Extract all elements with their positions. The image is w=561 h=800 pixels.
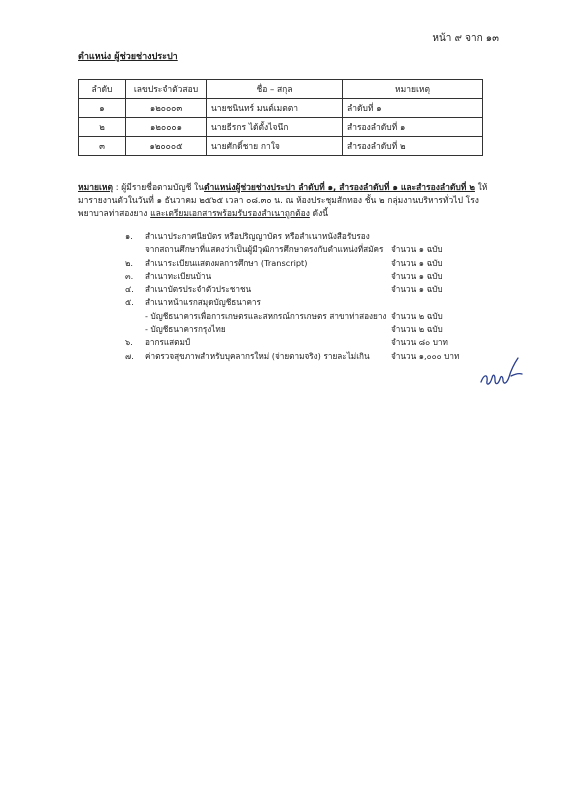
item-number: ๔. bbox=[125, 284, 134, 295]
remark-position-highlight: ตำแหน่งผู้ช่วยช่างประปา ลำดับที่ ๑, สำรองลำดับที่ ๑ และสำรองลำดับที่ ๒ bbox=[204, 183, 475, 193]
results-table bbox=[78, 79, 483, 156]
table-row bbox=[79, 137, 483, 156]
item-number: ๖. bbox=[125, 337, 133, 348]
item-text: สำเนาบัตรประจำตัวประชาชน bbox=[145, 284, 252, 295]
col-header-exam-id: เลขประจำตัวสอบ bbox=[126, 80, 207, 99]
cell-note: สำรองลำดับที่ ๒ bbox=[343, 137, 483, 156]
cell-no: ๒ bbox=[79, 118, 126, 137]
col-header-name: ชื่อ – สกุล bbox=[207, 80, 343, 99]
position-title: ตำแหน่ง ผู้ช่วยช่างประปา bbox=[78, 52, 178, 62]
list-item bbox=[125, 296, 495, 309]
cell-name: นายธีรกร ได้ตั้งไจนึก bbox=[207, 118, 343, 137]
list-item bbox=[125, 310, 495, 323]
document-list bbox=[125, 230, 495, 363]
cell-no: ๑ bbox=[79, 99, 126, 118]
item-number: ๗. bbox=[125, 350, 134, 361]
table-row bbox=[79, 118, 483, 137]
cell-note: ลำดับที่ ๑ bbox=[343, 99, 483, 118]
item-text: ค่าตรวจสุขภาพสำหรับบุคลากรใหม่ (จ่ายตามจริง) รายละไม่เกิน bbox=[145, 350, 370, 361]
item-number: ๑. bbox=[125, 231, 133, 241]
table-header-row bbox=[79, 80, 483, 99]
cell-name: นายศักดิ์ชาย กาใจ bbox=[207, 137, 343, 156]
cell-exam-id: ๑๒๐๐๐๑ bbox=[126, 118, 207, 137]
col-header-note: หมายเหตุ bbox=[343, 80, 483, 99]
item-number: ๒. bbox=[125, 257, 133, 268]
list-item bbox=[125, 283, 495, 296]
item-text: อากรแสตมป์ bbox=[145, 337, 191, 348]
list-item bbox=[125, 350, 495, 363]
list-item bbox=[125, 230, 495, 243]
remark-label: หมายเหตุ bbox=[78, 183, 113, 193]
page-number: หน้า ๙ จาก ๑๓ bbox=[432, 33, 499, 44]
list-item bbox=[125, 270, 495, 283]
cell-exam-id: ๑๒๐๐๐๕ bbox=[126, 137, 207, 156]
item-quantity: จำนวน ๒ ฉบับ bbox=[391, 324, 443, 335]
list-item bbox=[125, 336, 495, 349]
item-quantity: จำนวน ๘๐ บาท bbox=[391, 337, 448, 348]
cell-name: นายชนินทร์ มนต์เมตตา bbox=[207, 99, 343, 118]
remark-documents-note: และเตรียมเอกสารพร้อมรับรองสำเนาถูกต้อง bbox=[150, 209, 310, 219]
signature bbox=[478, 352, 524, 392]
cell-exam-id: ๑๒๐๐๐๓ bbox=[126, 99, 207, 118]
item-number: ๕. bbox=[125, 297, 134, 308]
item-quantity: จำนวน ๑ ฉบับ bbox=[391, 270, 443, 281]
col-header-no: ลำดับ bbox=[79, 80, 126, 99]
list-item bbox=[125, 257, 495, 270]
cell-note: สำรองลำดับที่ ๑ bbox=[343, 118, 483, 137]
table-row bbox=[79, 99, 483, 118]
remark-text-e: ดังนี้ bbox=[309, 209, 329, 219]
item-quantity: จำนวน ๑,๐๐๐ บาท bbox=[391, 350, 460, 361]
item-quantity: จำนวน ๑ ฉบับ bbox=[391, 284, 443, 295]
remark-paragraph bbox=[78, 182, 494, 221]
list-item bbox=[125, 323, 495, 336]
item-text: สำเนาประกาศนียบัตร หรือปริญญาบัตร หรือสำเนาหนังสือรับรอง bbox=[145, 231, 370, 241]
remark-text-a: : ผู้มีรายชื่อตามบัญชี ใน bbox=[113, 183, 205, 193]
item-number: ๓. bbox=[125, 270, 134, 281]
item-text: - บัญชีธนาคารเพื่อการเกษตรและสหกรณ์การเกษตร สาขาท่าสองยาง bbox=[145, 310, 387, 321]
item-quantity: จำนวน ๑ ฉบับ bbox=[391, 244, 443, 255]
item-text: จากสถานศึกษาที่แสดงว่าเป็นผู้มีวุฒิการศึกษาตรงกับตำแหน่งที่สมัคร bbox=[145, 244, 384, 255]
item-text: สำเนาระเบียนแสดงผลการศึกษา (Transcript) bbox=[145, 257, 308, 268]
item-quantity: จำนวน ๑ ฉบับ bbox=[391, 257, 443, 268]
cell-no: ๓ bbox=[79, 137, 126, 156]
item-text: สำเนาทะเบียนบ้าน bbox=[145, 270, 212, 281]
item-text: - บัญชีธนาคารกรุงไทย bbox=[145, 324, 226, 335]
list-item bbox=[125, 243, 495, 256]
remark-text-c: ให้มารายงานตัวในวันที่ ๑ ธันวาคม ๒๕๖๕ เวลา ๐๘.๓๐ น. ณ ห้องประชุมสักทอง ชั้น ๒ กลุ่มงานบริหารทั่วไป โรงพยาบาลท่าสองยาง bbox=[78, 183, 488, 219]
item-text: สำเนาหน้าแรกสมุดบัญชีธนาคาร bbox=[145, 297, 261, 308]
item-quantity: จำนวน ๒ ฉบับ bbox=[391, 310, 443, 321]
